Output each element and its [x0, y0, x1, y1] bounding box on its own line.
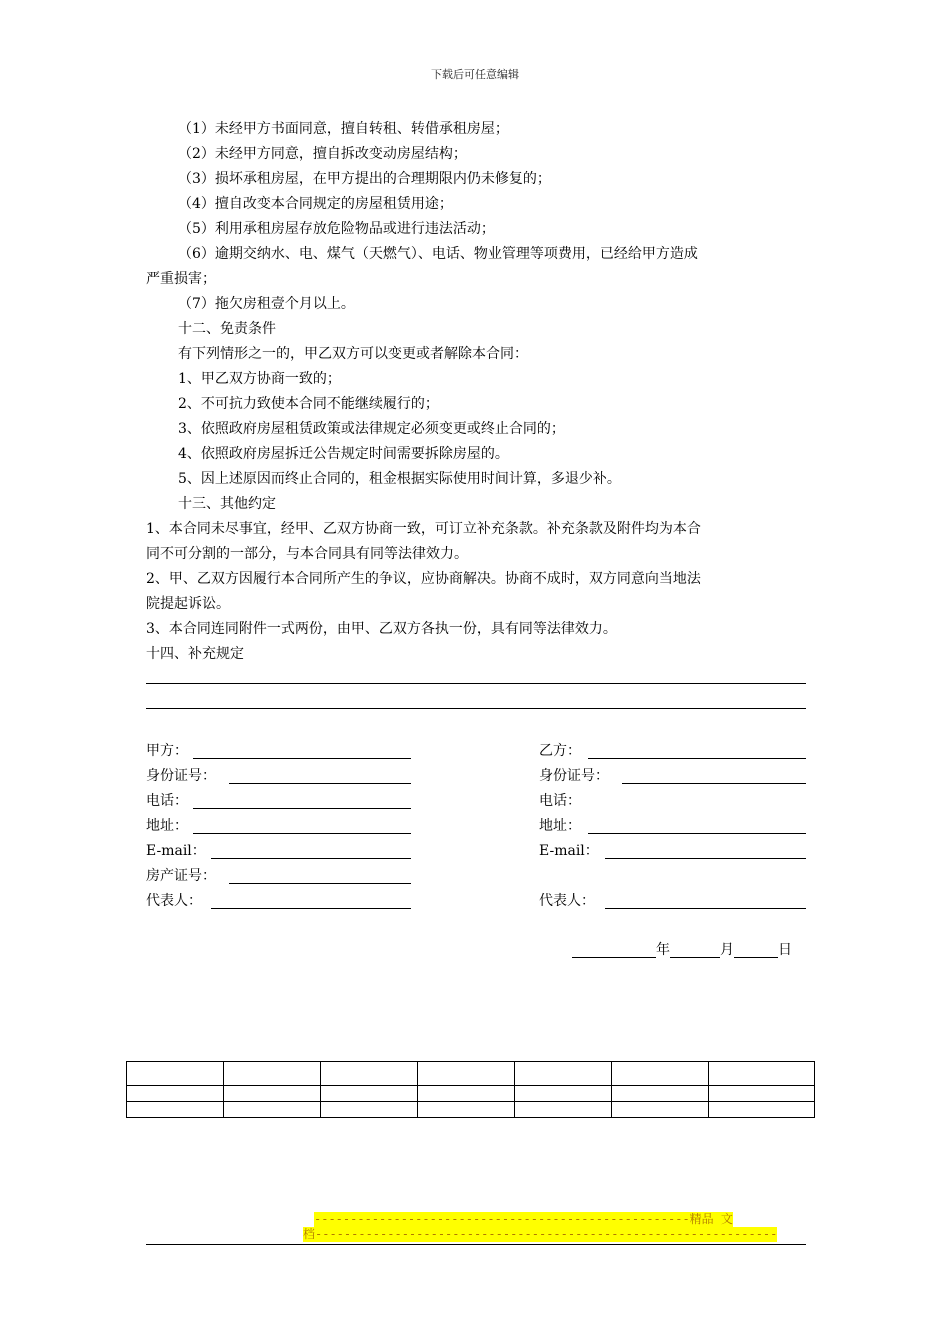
- party-a-id-label: 身份证号：: [146, 768, 216, 784]
- party-a-address-input[interactable]: [193, 833, 411, 834]
- clause-5: （5）利用承租房屋存放危险物品或进行违法活动；: [178, 221, 495, 237]
- party-a-rep-label: 代表人：: [146, 893, 202, 909]
- section-13-p1-line-1: 1、本合同未尽事宜，经甲、乙双方协商一致，可订立补充条款。补充条款及附件均为本合: [146, 521, 701, 537]
- party-a-label: 甲方：: [146, 743, 188, 759]
- section-12-intro: 有下列情形之一的，甲乙双方可以变更或者解除本合同：: [178, 346, 528, 362]
- party-b-id-label: 身份证号：: [539, 768, 609, 784]
- table-cell: [612, 1102, 709, 1118]
- section-12-item-3: 3、依照政府房屋租赁政策或法律规定必须变更或终止合同的；: [178, 421, 565, 437]
- table-row: [127, 1086, 815, 1102]
- table-cell: [224, 1086, 321, 1102]
- party-b-rep-input[interactable]: [605, 908, 806, 909]
- party-a-rep-input[interactable]: [211, 908, 411, 909]
- party-a-address-label: 地址：: [146, 818, 188, 834]
- party-b-rep-label: 代表人：: [539, 893, 595, 909]
- date-row: [572, 942, 792, 958]
- clause-6-line-2: 严重损害；: [146, 271, 216, 287]
- party-a-email-label: E-mail：: [146, 843, 206, 859]
- section-13-title: 十三、其他约定: [178, 496, 276, 512]
- year-blank[interactable]: [572, 943, 656, 958]
- day-label: 日: [778, 942, 792, 958]
- page-header: 下载后可任意编辑: [431, 68, 519, 81]
- party-a-input[interactable]: [193, 758, 411, 759]
- section-12-title: 十二、免责条件: [178, 321, 276, 337]
- section-13-p2-line-1: 2、甲、乙双方因履行本合同所产生的争议，应协商解决。协商不成时，双方同意向当地法: [146, 571, 701, 587]
- party-b-phone-label: 电话：: [539, 793, 581, 809]
- section-12-item-2: 2、不可抗力致使本合同不能继续履行的；: [178, 396, 439, 412]
- party-b-email-input[interactable]: [605, 858, 806, 859]
- party-b-label: 乙方：: [539, 743, 581, 759]
- supplement-line-1[interactable]: [146, 683, 806, 684]
- table-cell: [127, 1086, 224, 1102]
- table-cell: [321, 1086, 418, 1102]
- party-a-property-cert-input[interactable]: [229, 883, 411, 884]
- month-label: 月: [720, 942, 734, 958]
- supplement-line-2[interactable]: [146, 708, 806, 709]
- party-a-property-cert-label: 房产证号：: [146, 868, 216, 884]
- table-cell: [709, 1102, 815, 1118]
- party-a-email-input[interactable]: [211, 858, 411, 859]
- table-cell: [224, 1062, 321, 1086]
- table-cell: [515, 1062, 612, 1086]
- party-b-input[interactable]: [588, 758, 806, 759]
- clause-7: （7）拖欠房租壹个月以上。: [178, 296, 355, 312]
- table-cell: [709, 1062, 815, 1086]
- empty-table: [126, 1061, 815, 1118]
- table-cell: [418, 1086, 515, 1102]
- table-cell: [612, 1086, 709, 1102]
- footer-line-1: ----------------------------------------------------精品 文: [314, 1212, 733, 1226]
- section-13-p3: 3、本合同连同附件一式两份，由甲、乙双方各执一份，具有同等法律效力。: [146, 621, 617, 637]
- party-b-email-label: E-mail：: [539, 843, 599, 859]
- table-cell: [709, 1086, 815, 1102]
- party-a-phone-input[interactable]: [193, 808, 411, 809]
- section-12-item-5: 5、因上述原因而终止合同的，租金根据实际使用时间计算，多退少补。: [178, 471, 621, 487]
- table-cell: [224, 1102, 321, 1118]
- table-row: [127, 1102, 815, 1118]
- table-cell: [321, 1102, 418, 1118]
- section-13-p1-line-2: 同不可分割的一部分，与本合同具有同等法律效力。: [146, 546, 468, 562]
- table-cell: [418, 1102, 515, 1118]
- clause-4: （4）擅自改变本合同规定的房屋租赁用途；: [178, 196, 453, 212]
- table-cell: [127, 1062, 224, 1086]
- clause-1: （1）未经甲方书面同意，擅自转租、转借承租房屋；: [178, 121, 509, 137]
- clause-2: （2）未经甲方同意，擅自拆改变动房屋结构；: [178, 146, 467, 162]
- clause-6-line-1: （6）逾期交纳水、电、煤气（天燃气）、电话、物业管理等项费用，已经给甲方造成: [178, 246, 698, 262]
- table-cell: [127, 1102, 224, 1118]
- party-b-id-input[interactable]: [622, 783, 806, 784]
- table-row: [127, 1062, 815, 1086]
- section-14-title: 十四、补充规定: [146, 646, 244, 662]
- party-a-id-input[interactable]: [229, 783, 411, 784]
- party-b-address-input[interactable]: [588, 833, 806, 834]
- table-cell: [418, 1062, 515, 1086]
- table-cell: [515, 1102, 612, 1118]
- clause-3: （3）损坏承租房屋，在甲方提出的合理期限内仍未修复的；: [178, 171, 551, 187]
- party-a-phone-label: 电话：: [146, 793, 188, 809]
- section-12-item-1: 1、甲乙双方协商一致的；: [178, 371, 341, 387]
- section-12-item-4: 4、依照政府房屋拆迁公告规定时间需要拆除房屋的。: [178, 446, 509, 462]
- table-cell: [321, 1062, 418, 1086]
- table-cell: [515, 1086, 612, 1102]
- month-blank[interactable]: [670, 943, 720, 958]
- table-cell: [612, 1062, 709, 1086]
- footer-line-2: 档----------------------------------------------------------------: [303, 1227, 778, 1241]
- year-label: 年: [656, 942, 670, 958]
- day-blank[interactable]: [734, 943, 778, 958]
- party-b-address-label: 地址：: [539, 818, 581, 834]
- section-13-p2-line-2: 院提起诉讼。: [146, 596, 230, 612]
- footer-divider: [146, 1244, 806, 1245]
